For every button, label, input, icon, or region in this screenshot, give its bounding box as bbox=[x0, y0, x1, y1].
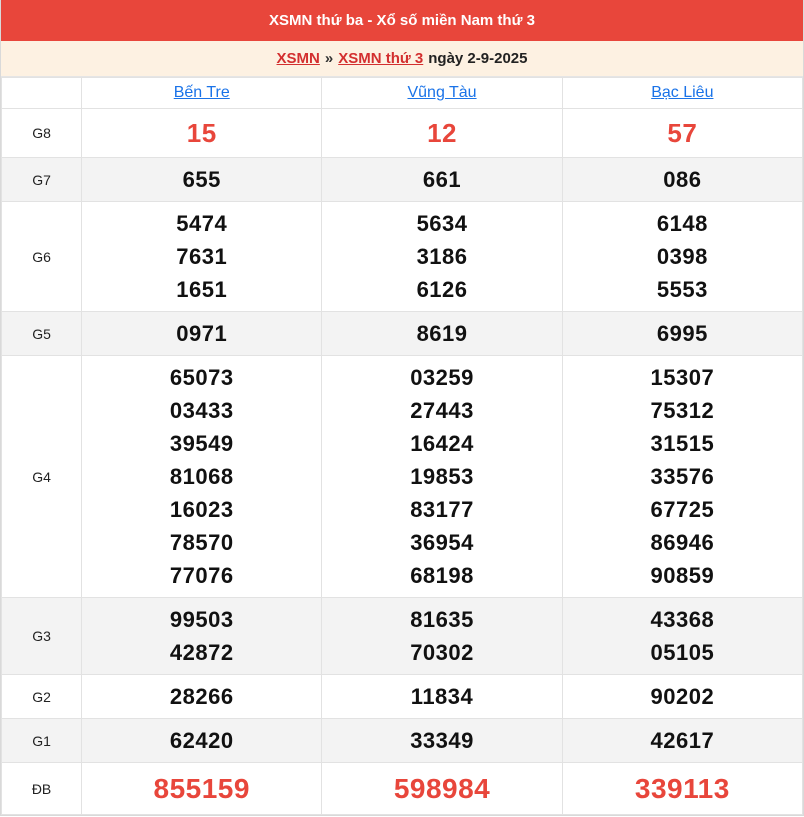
prize-cell bbox=[562, 719, 802, 763]
prize-number: 42872 bbox=[169, 640, 234, 665]
prize-number: 5634 bbox=[416, 211, 468, 236]
prize-label: G4 bbox=[2, 356, 82, 598]
prize-number: 62420 bbox=[169, 728, 234, 753]
prize-cell bbox=[82, 719, 322, 763]
prize-row-g4 bbox=[2, 356, 803, 598]
prize-number: 15 bbox=[186, 117, 217, 148]
prize-number: 42617 bbox=[650, 728, 715, 753]
prize-label: G6 bbox=[2, 202, 82, 312]
prize-cell bbox=[322, 158, 562, 202]
prize-row-g3 bbox=[2, 598, 803, 675]
province-link-bac-lieu[interactable]: Bạc Liêu bbox=[651, 84, 714, 101]
province-header bbox=[322, 78, 562, 109]
prize-number: 655 bbox=[182, 167, 221, 192]
prize-row-g6 bbox=[2, 202, 803, 312]
prize-number: 12 bbox=[427, 117, 457, 148]
prize-cell bbox=[562, 675, 802, 719]
prize-number: 31515 bbox=[650, 431, 715, 456]
prize-cell bbox=[562, 158, 802, 202]
prize-cell bbox=[322, 312, 562, 356]
prize-label: ĐB bbox=[2, 763, 82, 815]
prize-cell bbox=[82, 356, 322, 598]
prize-row-g1 bbox=[2, 719, 803, 763]
prize-label: G1 bbox=[2, 719, 82, 763]
prize-cell bbox=[322, 719, 562, 763]
prize-number: 75312 bbox=[650, 398, 715, 423]
prize-number: 6995 bbox=[656, 321, 708, 346]
prize-cell bbox=[562, 598, 802, 675]
prize-cell bbox=[322, 675, 562, 719]
prize-number: 16023 bbox=[169, 497, 234, 522]
prize-label: G3 bbox=[2, 598, 82, 675]
results-table bbox=[1, 77, 803, 815]
prize-label: G8 bbox=[2, 109, 82, 158]
prize-number: 67725 bbox=[650, 497, 715, 522]
breadcrumb bbox=[1, 41, 803, 77]
prize-number: 90859 bbox=[650, 563, 715, 588]
header-blank-cell bbox=[2, 78, 82, 109]
prize-number: 19853 bbox=[410, 464, 474, 489]
prize-row-special bbox=[2, 763, 803, 815]
prize-row-g7 bbox=[2, 158, 803, 202]
prize-number: 6148 bbox=[656, 211, 708, 236]
province-header-row bbox=[2, 78, 803, 109]
prize-number: 65073 bbox=[169, 365, 234, 390]
prize-row-g5 bbox=[2, 312, 803, 356]
prize-number: 5553 bbox=[656, 277, 708, 302]
draw-date: ngày 2-9-2025 bbox=[428, 50, 528, 67]
prize-number: 1651 bbox=[176, 277, 228, 302]
prize-number: 33349 bbox=[410, 728, 474, 753]
prize-number: 05105 bbox=[650, 640, 715, 665]
prize-cell bbox=[322, 598, 562, 675]
prize-number: 03259 bbox=[410, 365, 474, 390]
prize-cell bbox=[562, 763, 802, 815]
prize-number: 39549 bbox=[169, 431, 234, 456]
prize-number: 70302 bbox=[410, 640, 474, 665]
prize-number: 90202 bbox=[650, 684, 715, 709]
prize-number: 27443 bbox=[410, 398, 474, 423]
province-link-ben-tre[interactable]: Bến Tre bbox=[173, 84, 230, 101]
prize-row-g8 bbox=[2, 109, 803, 158]
prize-number: 68198 bbox=[410, 563, 474, 588]
prize-cell bbox=[322, 109, 562, 158]
prize-number: 855159 bbox=[153, 773, 250, 804]
prize-number: 33576 bbox=[650, 464, 715, 489]
prize-cell bbox=[562, 312, 802, 356]
prize-cell bbox=[82, 763, 322, 815]
prize-label: G5 bbox=[2, 312, 82, 356]
prize-number: 598984 bbox=[393, 773, 491, 804]
page-title-text: XSMN thứ ba - Xổ số miền Nam thứ 3 bbox=[269, 12, 535, 29]
prize-number: 03433 bbox=[169, 398, 234, 423]
prize-number: 81635 bbox=[410, 607, 474, 632]
prize-number: 77076 bbox=[169, 563, 234, 588]
prize-number: 6126 bbox=[416, 277, 468, 302]
prize-number: 36954 bbox=[410, 530, 474, 555]
province-header bbox=[82, 78, 322, 109]
prize-number: 7631 bbox=[176, 244, 228, 269]
prize-cell bbox=[322, 202, 562, 312]
prize-number: 43368 bbox=[650, 607, 715, 632]
prize-number: 83177 bbox=[410, 497, 474, 522]
prize-number: 3186 bbox=[416, 244, 468, 269]
prize-cell bbox=[82, 202, 322, 312]
prize-number: 78570 bbox=[169, 530, 234, 555]
prize-number: 99503 bbox=[169, 607, 234, 632]
prize-cell bbox=[82, 109, 322, 158]
prize-number: 339113 bbox=[634, 773, 730, 804]
prize-number: 0398 bbox=[656, 244, 708, 269]
prize-row-g2 bbox=[2, 675, 803, 719]
province-header bbox=[562, 78, 802, 109]
prize-cell bbox=[82, 158, 322, 202]
breadcrumb-separator: » bbox=[324, 50, 334, 67]
prize-label: G2 bbox=[2, 675, 82, 719]
prize-cell bbox=[562, 202, 802, 312]
prize-cell bbox=[562, 109, 802, 158]
prize-number: 57 bbox=[667, 117, 698, 148]
prize-number: 81068 bbox=[169, 464, 234, 489]
prize-number: 16424 bbox=[410, 431, 474, 456]
prize-number: 86946 bbox=[650, 530, 715, 555]
prize-number: 8619 bbox=[416, 321, 468, 346]
prize-number: 086 bbox=[663, 167, 702, 192]
prize-number: 0971 bbox=[176, 321, 228, 346]
province-link-vung-tau[interactable]: Vũng Tàu bbox=[407, 84, 477, 101]
prize-number: 11834 bbox=[410, 684, 474, 709]
prize-cell bbox=[322, 356, 562, 598]
prize-number: 28266 bbox=[169, 684, 234, 709]
prize-cell bbox=[82, 312, 322, 356]
prize-number: 15307 bbox=[650, 365, 715, 390]
prize-number: 5474 bbox=[176, 211, 228, 236]
prize-label: G7 bbox=[2, 158, 82, 202]
prize-number: 661 bbox=[422, 167, 462, 192]
prize-cell bbox=[82, 598, 322, 675]
breadcrumb-link-xsmn-thu-3[interactable]: XSMN thứ 3 bbox=[338, 50, 424, 67]
prize-cell bbox=[562, 356, 802, 598]
page-title bbox=[1, 0, 803, 41]
prize-cell bbox=[82, 675, 322, 719]
breadcrumb-link-xsmn[interactable]: XSMN bbox=[276, 50, 320, 67]
prize-cell bbox=[322, 763, 562, 815]
